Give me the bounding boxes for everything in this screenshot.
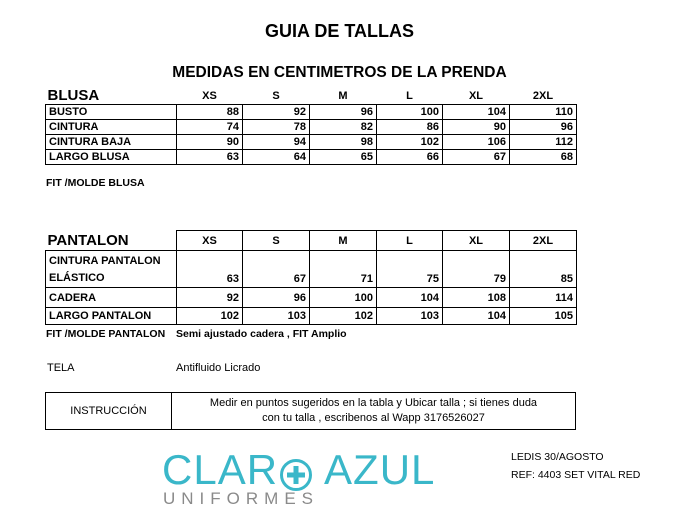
measure-value: 104	[377, 288, 443, 308]
measure-value: 63	[177, 150, 243, 165]
measure-value: 112	[510, 135, 577, 150]
instruction-box	[45, 392, 576, 430]
pantalon-table	[45, 230, 577, 325]
measure-label: LARGO PANTALON	[46, 308, 177, 325]
measure-value: 92	[177, 288, 243, 308]
table-row	[46, 251, 577, 288]
measure-value: 105	[510, 308, 577, 325]
instruction-text	[172, 396, 575, 426]
measure-value: 68	[510, 150, 577, 165]
measure-value: 96	[243, 288, 310, 308]
measure-value: 64	[243, 150, 310, 165]
measure-value: 103	[377, 308, 443, 325]
size-header: XL	[468, 89, 484, 102]
measure-label: CADERA	[46, 288, 177, 308]
measure-value: 78	[243, 120, 310, 135]
size-header: M	[338, 89, 348, 102]
measure-value: 104	[443, 308, 510, 325]
ref-line2: REF: 4403 SET VITAL RED	[511, 469, 641, 481]
blusa-header-row	[46, 87, 577, 105]
measure-value: 94	[243, 135, 310, 150]
measure-value: 92	[243, 105, 310, 120]
measure-value: 102	[377, 135, 443, 150]
instruction-line2: con tu talla , escribenos al Wapp 3176526027	[262, 412, 485, 424]
table-row	[46, 150, 577, 165]
measure-label: LARGO BLUSA	[46, 150, 177, 165]
measure-value: 110	[510, 105, 577, 120]
measure-value: 67	[443, 150, 510, 165]
page-title: GUIA DE TALLAS	[265, 21, 414, 41]
size-header: L	[406, 89, 413, 102]
blusa-table	[45, 87, 577, 165]
size-header: 2XL	[532, 89, 554, 102]
measure-value: 96	[510, 120, 577, 135]
measure-value: 90	[177, 135, 243, 150]
table-row	[46, 120, 577, 135]
measure-value: 104	[443, 105, 510, 120]
measure-value: 74	[177, 120, 243, 135]
logo-word-1: CLAR	[162, 445, 279, 493]
measure-value: 98	[310, 135, 377, 150]
pantalon-header-row	[46, 231, 577, 251]
measure-value: 79	[443, 251, 510, 288]
measure-value: 103	[243, 308, 310, 325]
table-row	[46, 288, 577, 308]
pantalon-fit-value: Semi ajustado cadera , FIT Amplio	[176, 328, 347, 340]
logo-word-2: AZUL	[324, 445, 436, 493]
measure-value: 100	[310, 288, 377, 308]
tela-value: Antifluido Licrado	[176, 362, 261, 374]
size-header: L	[377, 231, 443, 251]
instruction-line1: Medir en puntos sugeridos en la tabla y Ubicar talla ; si tienes duda	[209, 397, 538, 409]
measure-value: 108	[443, 288, 510, 308]
plus-circle-icon	[280, 454, 312, 486]
logo-subtitle: UNIFORMES	[163, 489, 319, 508]
measure-value: 63	[177, 251, 243, 288]
ref-line1: LEDIS 30/AGOSTO	[511, 451, 604, 463]
size-header: S	[243, 231, 310, 251]
measure-value: 88	[177, 105, 243, 120]
brand-logo	[162, 444, 435, 493]
tela-label: TELA	[47, 362, 75, 374]
measure-value: 82	[310, 120, 377, 135]
measure-value: 66	[377, 150, 443, 165]
table-row	[46, 105, 577, 120]
measure-label: CINTURA	[46, 120, 177, 135]
measure-value: 71	[310, 251, 377, 288]
blusa-section-title: BLUSA	[47, 87, 100, 104]
measure-value: 96	[310, 105, 377, 120]
measure-value: 90	[443, 120, 510, 135]
measure-label: CINTURA BAJA	[46, 135, 177, 150]
measure-value: 65	[310, 150, 377, 165]
measure-value: 67	[243, 251, 310, 288]
size-header: M	[310, 231, 377, 251]
measure-value: 75	[377, 251, 443, 288]
measure-value: 102	[310, 308, 377, 325]
size-header: XS	[202, 89, 217, 102]
instruction-label: INSTRUCCIÓN	[46, 393, 172, 429]
measure-value: 86	[377, 120, 443, 135]
pantalon-fit-label: FIT /MOLDE PANTALON	[46, 328, 166, 340]
blusa-fit-label: FIT /MOLDE BLUSA	[46, 177, 145, 189]
measure-value: 106	[443, 135, 510, 150]
pantalon-section-title: PANTALON	[47, 231, 129, 249]
size-header: XL	[443, 231, 510, 251]
measure-label-line2: ELÁSTICO	[49, 272, 105, 284]
size-header: 2XL	[510, 231, 577, 251]
page-subtitle: MEDIDAS EN CENTIMETROS DE LA PRENDA	[172, 64, 507, 81]
measure-value: 102	[177, 308, 243, 325]
size-header: S	[272, 89, 280, 102]
table-row	[46, 135, 577, 150]
measure-value: 100	[377, 105, 443, 120]
measure-value: 114	[510, 288, 577, 308]
measure-label	[46, 251, 177, 288]
measure-label-line1: CINTURA PANTALON	[49, 255, 161, 267]
table-row	[46, 308, 577, 325]
size-header: XS	[177, 231, 243, 251]
measure-value: 85	[510, 251, 577, 288]
measure-label: BUSTO	[46, 105, 177, 120]
